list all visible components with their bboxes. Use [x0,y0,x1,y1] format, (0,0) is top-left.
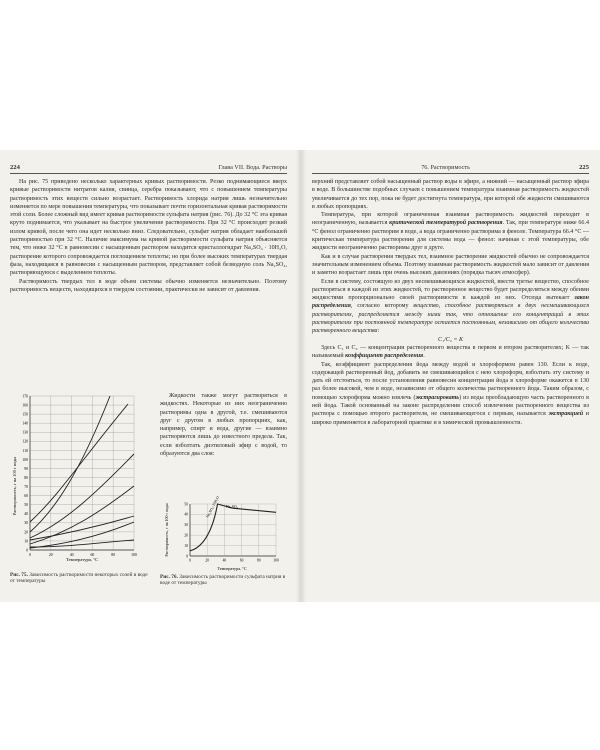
figure-75-xlabel: Температура, °С [65,557,99,562]
figure-76 [160,496,288,574]
book-spread [0,150,600,602]
left-running-head: Глава VII. Вода. Растворы [218,164,287,171]
figure-75-ytick: 130 [22,430,28,435]
figure-75-caption-num: Рис. 75. [10,572,28,578]
figure-75-xtick: 40 [69,553,74,557]
figure-75-ytick: 120 [22,439,28,444]
figure-76-ytick: 0 [186,554,188,559]
right-p6-after: ) из воды преобладающую часть растворенного в ней йода. Такой основанный на законе распределения способ извлечения растворенного вещества из раствора с помощью второго растворителя, не смешивающегося с первым, называется [312,394,590,418]
right-paragraph-5 [312,344,589,361]
figure-75-ytick: 20 [24,530,28,535]
figure-75-ytick: 150 [22,412,28,417]
term-extract: экстрагировать [415,394,460,401]
right-page [304,150,600,602]
figure-76-ytick: 20 [184,533,188,538]
right-page-header [312,164,589,174]
figure-76-ytick: 40 [184,512,188,517]
left-text-block [10,178,287,294]
figure-75-xtick: 60 [90,553,95,557]
right-p2-before: Температура, при которой ограниченная взаимная растворимость жидкостей переходит в неограниченную, называется [312,212,589,227]
figure-76-xlabel: Температура, °С [217,566,247,571]
figure-76-caption [160,574,290,587]
left-paragraph-3: Жидкости также могут растворяться в жидкостях. Некоторые из них неограниченно растворимы одна в другой, т.е. смешиваются друг с другом в любых пропорциях, как, например, спирт и вода, другие — взаимно растворяются лишь до известного предела. Так, если взболтать диэтиловый эфир с водой, то образуются два слоя: [160,393,287,458]
figure-75-ytick: 160 [22,403,28,408]
right-paragraph-6 [312,361,589,427]
distribution-formula: C₁/C₂ = K [437,336,464,343]
figure-76-label-hydrate: Na₂SO₄·10H₂O [205,496,221,519]
figure-75-ytick: 70 [24,484,28,489]
figure-75-curve [30,454,134,538]
figure-76-xtick: 40 [222,558,227,563]
right-text-block [312,178,589,427]
figure-76-caption-text: Зависимость растворимости сульфата натрия в воде от температуры [160,574,286,587]
figure-75-xtick: 100 [131,553,137,557]
right-paragraph-4 [312,278,589,336]
figure-75-yticks [22,394,28,552]
right-p5-before: Здесь C₁ и C₂ — концентрации растворенного вещества в первом и втором растворителях; K — так называемый [312,344,589,360]
left-page [0,150,298,602]
figure-76-yticks [184,502,188,558]
figure-75-ytick: 140 [22,421,28,426]
figure-75-ytick: 10 [24,539,28,544]
figure-75-ytick: 0 [26,548,28,553]
right-p2-after: . Так, при температуре ниже 66.4 °С фенол ограниченно растворим в воде, а вода ограниченно растворима в феноле. Температура 66.4 °С — критическая температура растворения для системы вода — фенол: начиная с этой температуры, обе жидкости неограниченно растворимы друг в друге. [312,220,589,252]
right-p6-before: Так, коэффициент распределения йода между водой и хлороформом равен 130. Если к воде, содержащей растворенный йод, добавить не смешивающийся с нею хлороформ, взболтать эту систему и дать ей отстояться, то после установления равновесия концентрация йода в хлороформе окажется в 130 раз более высокой, чем в воде, независимо от общего количества растворенного йода. Таким образом, с помощью хлороформа можно извлечь ( [312,361,589,401]
right-paragraph-3: Как и в случае растворения твердых тел, взаимное растворение жидкостей обычно не сопровождается значительным изменением объема. Поэтому взаимная растворимость жидкостей мало зависит от давления и заметно возрастает лишь при очень высоких давлениях (порядка тысяч атмосфер). [312,253,589,277]
figure-76-xtick: 100 [273,558,279,563]
term-critical-temperature: критической температурой растворения [389,220,503,227]
figure-75-ytick: 100 [22,457,28,462]
figure-76-chart [160,496,288,574]
figure-75-ytick: 50 [24,503,28,508]
figure-75-curve [30,486,134,544]
right-p4-mid: , согласно которому [350,303,414,310]
right-paragraph-2 [312,211,589,252]
figure-76-grid [190,504,276,556]
left-page-number: 224 [10,164,20,171]
figure-76-xtick: 60 [239,558,244,563]
figure-75-ytick: 170 [22,394,28,399]
figure-76-caption-num: Рис. 76. [160,574,178,580]
figure-75-ytick: 110 [22,448,28,453]
figure-76-ylabel: Растворимость, г на 100 г воды [164,503,169,557]
figure-76-xtick: 20 [205,558,209,563]
left-paragraph-1: На рис. 75 приведено несколько характерных кривых растворимости. Резко поднимающиеся вверх кривые растворимости нитратов калия, свинца, серебра показывают, что с повышением температуры растворимость этих веществ сильно возрастает. Растворимость хлорида натрия лишь незначительно изменяется по мере повышения температуры, что показывает почти горизонтальная кривая растворимости этой соли. Более сложный вид имеет кривая растворимости сульфата натрия (рис. 76). До 32 °С эта кривая круто поднимается, что указывает на быстрое увеличение растворимости. При 32 °С происходит резкий излом кривой, после чего она идет несколько вниз. Следовательно, сульфат натрия обладает наибольшей растворимостью при 32 °С. Наличие максимума на кривой растворимости сульфата натрия объясняется тем, что ниже 32 °С в равновесии с насыщенным раствором находится кристаллогидрат Na₂SO₄ · 10H₂O, растворение которого сопровождается поглощением теплоты; но при более высоких температурах твердая фаза, находящаяся в равновесии с насыщенным раствором, представляет собой безводную соль Na₂SO₄, растворяющуюся с выделением теплоты. [10,179,287,277]
figure-75-xtick: 0 [29,553,31,557]
figure-76-xtick: 80 [257,558,261,563]
figure-75-ytick: 60 [24,494,28,499]
figure-76-xticks [189,559,279,563]
right-p4-before: Если в систему, состоящую из двух несмешивающихся жидкостей, ввести третье вещество, способное растворяться в каждой из этих жидкостей, то растворенное вещество будет распределяться между обеими жидкостями пропорционально своей растворимости в каждой из них. Отсюда вытекает [312,278,589,302]
right-p4-law-statement: вещество, способное растворяться в двух несмешивающихся растворителях, распределяется между ними так, что отношение его концентраций в этих растворителях при постоянной температуре остается постоянным, независимо от общего количества растворенного вещества: [312,303,590,335]
figure-75-chart [10,382,150,572]
figure-75-curves [30,396,134,548]
left-wrap-text [160,392,287,458]
figure-76-ytick: 10 [184,543,188,548]
left-page-header [10,164,287,174]
figure-75-xtick: 80 [111,553,116,557]
figure-75-ytick: 80 [24,475,28,480]
right-p5-after: . [423,353,425,360]
figure-75-caption [10,572,150,585]
term-distribution-coefficient: коэффициент распределения [345,353,424,360]
figure-76-ytick: 50 [184,502,188,507]
figure-76-ytick: 30 [184,523,188,528]
figure-76-curve [190,504,276,551]
right-page-number: 225 [579,164,589,171]
right-paragraph-1: верхний представляет собой насыщенный раствор воды в эфире, а нижний — насыщенный раствор эфира в воде. В большинстве подобных случаев с повышением температуры взаимная растворимость жидкостей увеличивается до тех пор, пока не будет достигнута температура, при которой обе жидкости смешиваются в любых пропорциях. [312,179,589,210]
figure-75-ytick: 30 [24,521,28,526]
left-paragraph-2: Растворимость твердых тел в воде объем системы обычно изменяется незначительно. Поэтому растворимость веществ, находящихся в твердом состоянии, практически не зависит от давления. [10,278,287,293]
term-extraction: экстракцией [548,411,584,418]
figure-75 [10,382,150,572]
figure-75-grid [30,396,134,550]
figure-75-ytick: 40 [24,512,28,517]
figure-75-caption-text: Зависимость растворимости некоторых солей в воде от температуры [10,572,148,585]
right-p6-end: и широко применяется в лабораторной практике и в химической промышленности. [312,411,590,426]
figure-76-label-anhydrous: Na₂SO₄ [226,505,238,509]
figure-75-ytick: 90 [24,466,28,471]
figure-76-xtick: 0 [189,558,191,563]
right-running-head: 76. Растворимость [421,164,470,171]
figure-75-xtick: 20 [48,553,53,557]
figure-75-ylabel: Растворимость, г на 100 г воды [12,456,17,516]
term-distribution-law: закон распределения [312,295,589,310]
